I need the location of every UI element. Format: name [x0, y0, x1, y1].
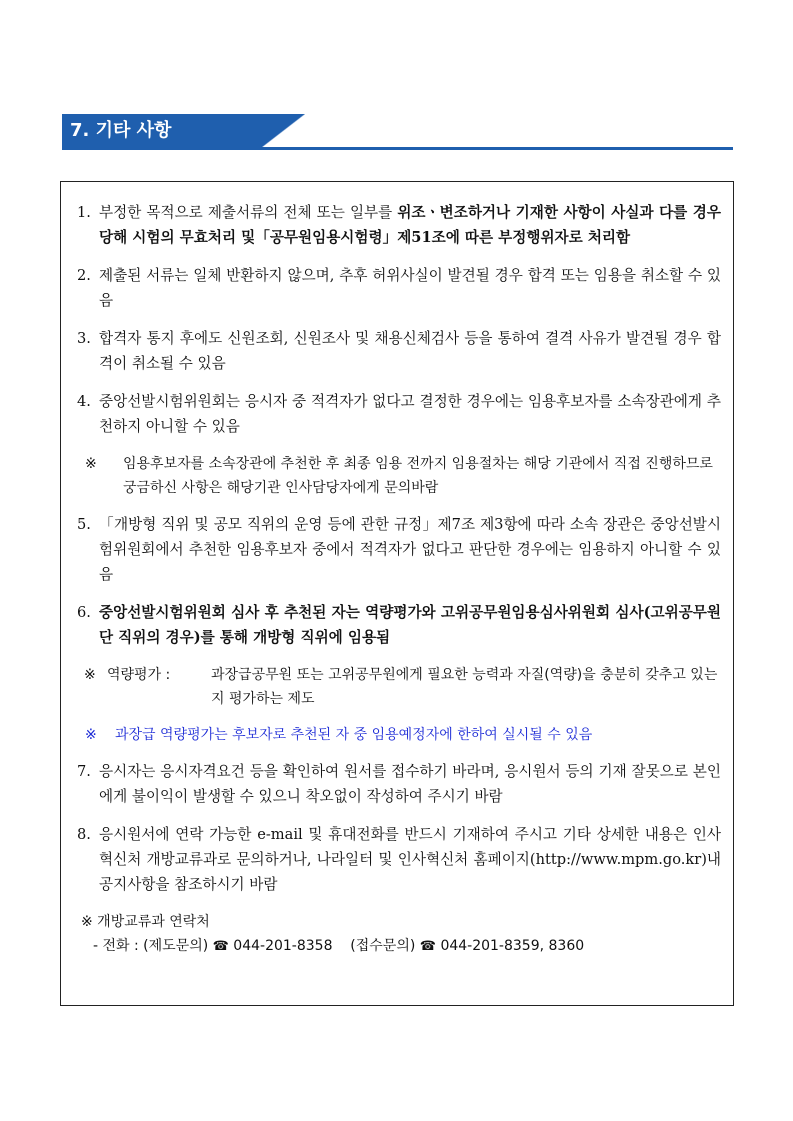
note-text: 과장급공무원 또는 고위공무원에게 필요한 능력과 자질(역량)을 충분히 갖추고 있는지 평가하는 제도: [211, 667, 718, 707]
item-text: 합격자 통지 후에도 신원조회, 신원조사 및 채용신체검사 등을 통하여 결격 사유가 발견될 경우 합격이 취소될 수 있음: [99, 330, 721, 372]
section-tab-slope: [261, 114, 305, 148]
item-number: 6.: [77, 604, 91, 621]
item-number: 8.: [77, 826, 91, 843]
contact-mid: (접수문의): [350, 938, 416, 954]
contact-block: [81, 910, 721, 959]
note-text: 임용후보자를 소속장관에 추천한 후 최종 임용 전까지 임용절차는 해당 기관에서 직접 진행하므로 궁금하신 사항은 해당기관 인사담당자에게 문의바람: [123, 456, 713, 496]
note-blue-highlight: [85, 723, 721, 747]
item-text: 제출된 서류는 일체 반환하지 않으며, 추후 허위사실이 발견될 경우 합격 또는 임용을 취소할 수 있음: [99, 267, 721, 309]
reference-mark: ※: [85, 727, 97, 743]
item-text: 응시자는 응시자격요건 등을 확인하여 원서를 접수하기 바라며, 응시원서 등의 기재 잘못으로 본인에게 불이익이 발생할 수 있으니 착오없이 작성하여 주시기 바람: [99, 763, 721, 805]
contact-phone-line: [81, 934, 721, 959]
section-underline: [62, 147, 733, 150]
notice-item-2: [77, 263, 721, 313]
note-label: 역량평가 :: [107, 667, 171, 683]
notice-content: [77, 200, 721, 959]
telephone-icon: ☎: [419, 939, 436, 954]
notice-item-1: [77, 200, 721, 250]
item-text: 「개방형 직위 및 공모 직위의 운영 등에 관한 규정」제7조 제3항에 따라 소속 장관은 중앙선발시험위원회에서 추천한 임용후보자 중에서 적격자가 없다고 판단한 경우에는 임용하지 아니할 수 있음: [99, 516, 721, 583]
item-number: 1.: [77, 204, 91, 221]
note-successor-procedure: [85, 452, 721, 500]
item-text: 부정한 목적으로 제출서류의 전체 또는 일부를: [99, 204, 398, 221]
item-bold-text: 중앙선발시험위원회 심사 후 추천된 자는 역량평가와 고위공무원임용심사위원회 심사(고위공무원단 직위의 경우)를 통해 개방형 직위에 임용됨: [99, 604, 721, 646]
reference-mark: ※: [85, 456, 97, 472]
item-number: 3.: [77, 330, 91, 347]
section-header: [62, 114, 733, 150]
note-text: 과장급 역량평가는 후보자로 추천된 자 중 임용예정자에 한하여 실시될 수 있음: [115, 727, 593, 743]
contact-phone-2: 044-201-8359, 8360: [440, 938, 585, 954]
item-number: 5.: [77, 516, 91, 533]
item-number: 7.: [77, 763, 91, 780]
item-number: 2.: [77, 267, 91, 284]
notice-item-4: [77, 389, 721, 439]
item-number: 4.: [77, 393, 91, 410]
notice-item-5: [77, 512, 721, 587]
contact-phone-1: 044-201-8358: [233, 938, 333, 954]
item-text: 응시원서에 연락 가능한 e-mail 및 휴대전화를 반드시 기재하여 주시고 기타 상세한 내용은 인사혁신처 개방교류과로 문의하거나, 나라일터 및 인사혁신처 홈페이지(http://www.mpm.go.kr)내 공지사항을 참조하시기 바람: [99, 826, 721, 893]
item-bold-text: 위조ㆍ변조하거나 기재한 사항이 사실과 다를 경우 당해 시험의 무효처리 및「공무원임용시험령」제51조에 따른 부정행위자로 처리함: [99, 204, 721, 246]
contact-prefix: - 전화 : (제도문의): [93, 938, 209, 954]
note-competency-assessment: [84, 663, 721, 711]
contact-title: ※ 개방교류과 연락처: [81, 914, 210, 930]
reference-mark: ※: [84, 667, 96, 683]
notice-box: [60, 181, 734, 1006]
notice-item-8: [77, 822, 721, 897]
section-title: 7. 기타 사항: [62, 114, 262, 148]
notice-item-3: [77, 326, 721, 376]
item-text: 중앙선발시험위원회는 응시자 중 적격자가 없다고 결정한 경우에는 임용후보자를 소속장관에게 추천하지 아니할 수 있음: [99, 393, 721, 435]
notice-item-7: [77, 759, 721, 809]
telephone-icon: ☎: [212, 939, 229, 954]
notice-item-6: [77, 600, 721, 650]
